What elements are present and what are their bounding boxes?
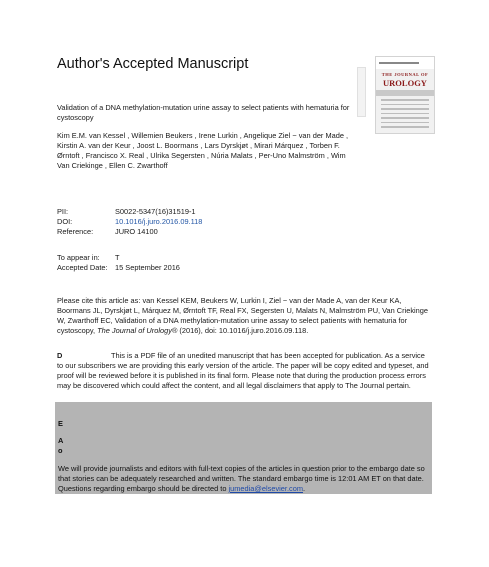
citation-doi: (2016), doi: 10.1016/j.juro.2016.09.118. <box>177 326 309 335</box>
reference-label: Reference: <box>57 227 94 236</box>
citation-note <box>57 296 429 336</box>
author-list: Kim E.M. van Kessel , Willemien Beukers , Irene Lurkin , Angelique Ziel − van der Made , Kirstin A. van der Keur , Joost L. Boormans , Lars Dyrskjøt , Mirari Márquez , Torben F. Ørntoft , Francisco X. Real , Ulrika Segersten , Núria Malats , Per-Uno Malmström , Wim Van Criekinge , Ellen C. Zwarthoff <box>57 131 349 170</box>
side-thumbnail <box>357 67 366 117</box>
appear-label: To appear in: <box>57 253 100 262</box>
embargo-body: We will provide journalists and editors with full-text copies of the articles in question prior to the embargo date so that stories can be adequately researched and written. The standard embargo time is 12:01 AM ET on that date. Questions regarding embargo should be directed to <box>58 464 425 493</box>
embargo-end: . <box>302 484 306 493</box>
cover-journal-small: THE JOURNAL OF <box>381 72 429 77</box>
disclaimer-text: This is a PDF file of an unedited manuscript that has been accepted for publication. As a service to our subscribers we are providing this early version of the article. The paper will be copy edited and typeset, and proof will be reviewed before it is published in its final form. Please note that during the production process errors may be discovered which could affect the content, and all legal disclaimers that apply to The Journal pertain. <box>57 351 429 390</box>
embargo-text <box>58 464 430 494</box>
embargo-subheading <box>58 436 63 456</box>
article-identifiers <box>57 207 202 237</box>
citation-journal: The Journal of Urology® <box>97 326 178 335</box>
publication-info <box>57 253 180 273</box>
embargo-sub-a: A <box>58 436 64 445</box>
page-heading: Author's Accepted Manuscript <box>57 56 249 72</box>
reference-value: JURO 14100 <box>115 227 158 236</box>
pii-value: S0022-5347(16)31519-1 <box>115 207 196 216</box>
disclaimer-lead: D <box>57 351 63 360</box>
pii-label: PII: <box>57 207 69 216</box>
embargo-email-link[interactable]: jumedia@elsevier.com <box>228 484 303 493</box>
embargo-sub-o: o <box>58 446 63 455</box>
doi-label: DOI: <box>57 217 73 226</box>
accepted-label: Accepted Date: <box>57 263 108 272</box>
accepted-value: 15 September 2016 <box>115 263 180 272</box>
article-title: Validation of a DNA methylation-mutation urine assay to select patients with hematuria for cystoscopy <box>57 103 350 122</box>
doi-link[interactable]: 10.1016/j.juro.2016.09.118 <box>115 217 203 226</box>
embargo-heading: E <box>58 419 63 428</box>
cover-journal-name <box>376 69 434 87</box>
citation-text: Please cite this article as: van Kessel KEM, Beukers W, Lurkin I, Ziel − van der Made A, van der Keur KA, Boormans JL, Dyrskjøt L, Márquez M, Ørntoft TF, Real FX, Segersten U, Malats N, Malmström PU, Van Criekinge W, Zwarthoff EC, Validation of a DNA methylation-mutation urine assay to select patients with hematuria for cystoscopy, <box>57 296 429 335</box>
embargo-box <box>55 402 432 494</box>
appear-value: T <box>115 253 120 262</box>
disclaimer <box>57 351 429 391</box>
cover-journal-big: UROLOGY <box>383 78 427 88</box>
cover-masthead <box>376 57 434 69</box>
journal-cover-image <box>375 56 435 134</box>
